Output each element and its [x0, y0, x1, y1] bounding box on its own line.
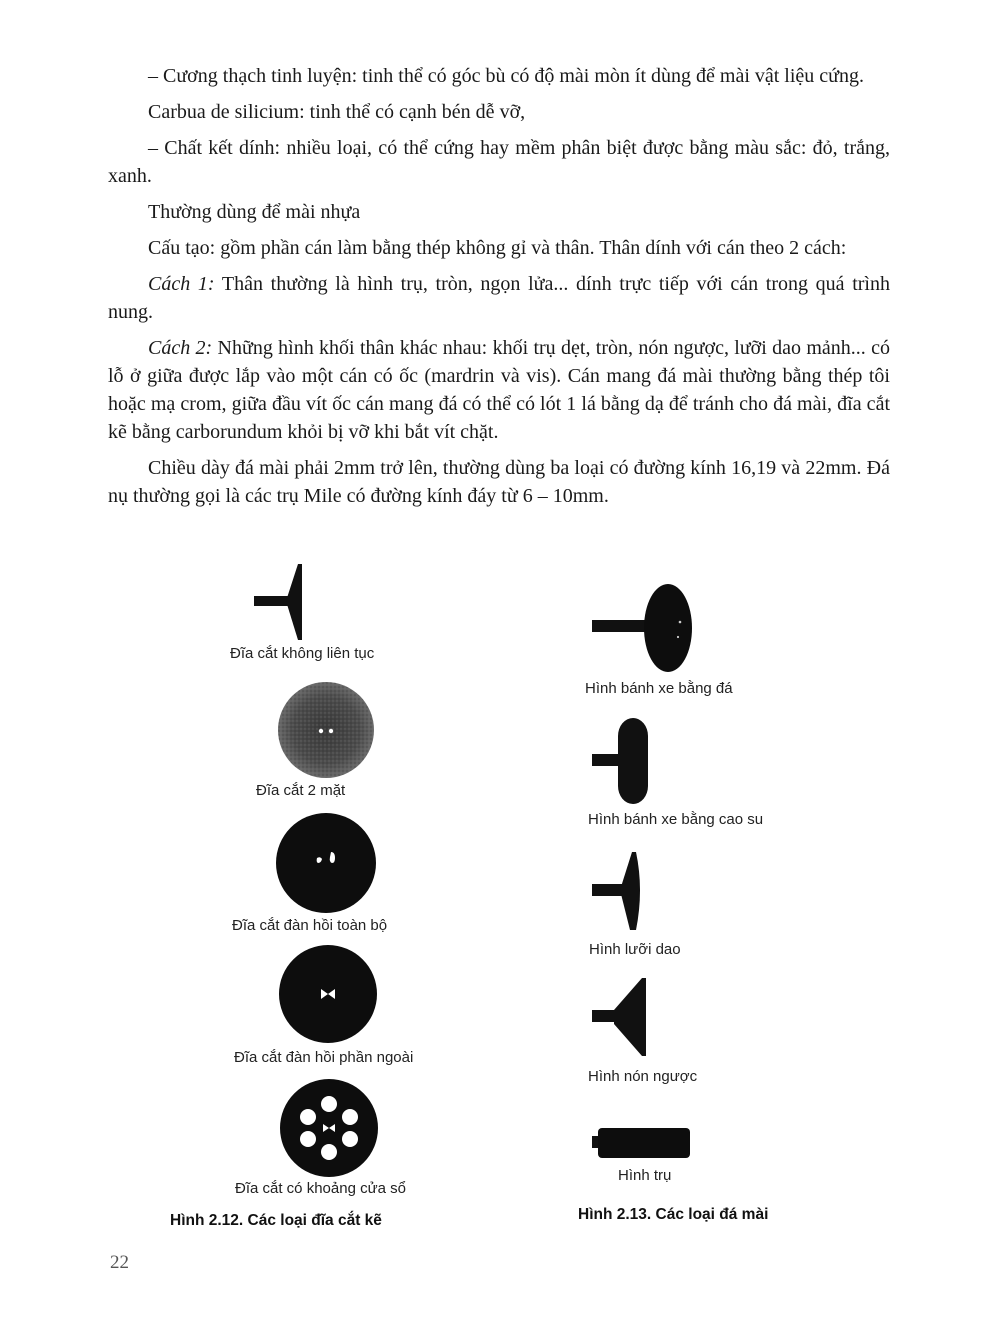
caption-knife-edge: Hình lưỡi dao — [589, 941, 681, 958]
stone-wheel-figure — [590, 582, 694, 674]
paragraph-5: Cấu tạo: gồm phần cán làm bằng thép không gỉ và thân. Thân dính với cán theo 2 cách: — [148, 237, 847, 259]
fully-elastic-disc-figure — [275, 812, 377, 914]
caption-discontinuous-disc: Đĩa cắt không liên tục — [230, 645, 375, 662]
method-1-text: Thân thường là hình trụ, tròn, ngọn lửa... dính trực tiếp với cán trong quá trình nung. — [108, 273, 890, 323]
paragraph-2: Carbua de silicium: tinh thể có cạnh bén dễ vỡ, — [148, 101, 526, 123]
body-text — [108, 62, 890, 518]
method-2-text: Những hình khối thân khác nhau: khối trụ dẹt, tròn, nón ngược, lưỡi dao mảnh... có lỗ ở giữa được lắp vào một cán có ốc (mardrin và vis). Cán mang đá mài thường bằng thép tôi hoặc mạ crom, giữa đầu vít ốc cán mang đá có thể có lót 1 lá bằng dạ để tránh cho đá mài, đĩa cắt kẽ bằng carborundum khỏi bị vỡ khi bắt vít chặt. — [108, 337, 890, 443]
figure-2-12-caption: Hình 2.12. Các loại đĩa cắt kẽ — [170, 1212, 382, 1229]
caption-double-sided-disc: Đĩa cắt 2 mặt — [256, 782, 346, 799]
knife-edge-figure — [590, 848, 650, 934]
caption-fully-elastic-disc: Đĩa cắt đàn hồi toàn bộ — [232, 917, 388, 934]
outer-elastic-disc-figure — [278, 944, 378, 1044]
method-1-paragraph — [108, 270, 890, 326]
double-sided-disc-figure — [276, 680, 376, 780]
discontinuous-disc-figure — [250, 562, 310, 644]
cylinder-figure — [590, 1124, 694, 1164]
caption-cylinder: Hình trụ — [618, 1167, 672, 1184]
paragraph-4: Thường dùng để mài nhựa — [148, 201, 361, 223]
caption-stone-wheel: Hình bánh xe bằng đá — [585, 680, 733, 697]
caption-windowed-disc: Đĩa cắt có khoảng cửa sổ — [235, 1180, 406, 1197]
paragraph-1: – Cương thạch tinh luyện: tinh thể có góc bù có độ mài mòn ít dùng để mài vật liệu cứng. — [148, 65, 865, 87]
figure-2-13-caption: Hình 2.13. Các loại đá mài — [578, 1206, 769, 1223]
inverted-cone-figure — [590, 974, 650, 1060]
windowed-disc-figure — [279, 1078, 379, 1178]
rubber-wheel-figure — [590, 714, 654, 808]
caption-inverted-cone: Hình nón ngược — [588, 1068, 698, 1085]
method-2-label: Cách 2: — [148, 337, 213, 359]
caption-rubber-wheel: Hình bánh xe bằng cao su — [588, 811, 764, 828]
method-2-paragraph — [108, 334, 890, 446]
method-1-label: Cách 1: — [148, 273, 215, 295]
caption-outer-elastic-disc: Đĩa cắt đàn hồi phần ngoài — [234, 1049, 414, 1066]
paragraph-last: Chiều dày đá mài phải 2mm trở lên, thường dùng ba loại có đường kính 16,19 và 22mm. Đá nụ thường gọi là các trụ Mile có đường kính đáy từ 6 – 10mm. — [108, 457, 890, 507]
paragraph-3: – Chất kết dính: nhiều loại, có thể cứng hay mềm phân biệt được bằng màu sắc: đỏ, trắng, xanh. — [108, 137, 890, 187]
page-number: 22 — [110, 1252, 129, 1273]
